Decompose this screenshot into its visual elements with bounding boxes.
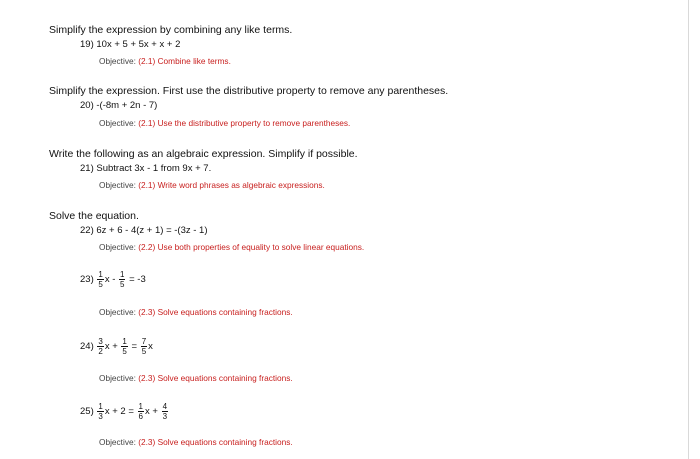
objective-text: (2.1) Write word phrases as algebraic expressions. <box>138 180 325 190</box>
problem-23 <box>80 270 146 289</box>
equation-text: x + <box>144 406 158 417</box>
objective-text: (2.3) Solve equations containing fractions. <box>138 437 293 447</box>
objective-19 <box>99 56 231 66</box>
problem-expression: 10x + 5 + 5x + x + 2 <box>96 39 181 50</box>
problem-expression: 6z + 6 - 4(z + 1) = -(3z - 1) <box>96 225 208 236</box>
objective-23 <box>99 307 293 317</box>
problem-number: 22) <box>80 225 94 236</box>
problem-expression: Subtract 3x - 1 from 9x + 7. <box>96 163 212 174</box>
objective-22 <box>99 242 364 252</box>
denominator: 3 <box>162 412 168 421</box>
numerator: 1 <box>98 270 103 279</box>
problem-number: 20) <box>80 100 94 111</box>
objective-label: Objective: <box>99 373 136 383</box>
problem-22 <box>80 225 208 236</box>
section-heading: Write the following as an algebraic expression. Simplify if possible. <box>49 148 358 160</box>
section-heading: Solve the equation. <box>49 210 139 222</box>
problem-19 <box>80 39 180 50</box>
problem-number: 24) <box>80 341 94 352</box>
equation-text: = -3 <box>129 274 146 285</box>
denominator: 2 <box>98 347 103 356</box>
problem-expression: -(-8m + 2n - 7) <box>96 100 158 111</box>
numerator: 1 <box>138 402 143 411</box>
equation-text: x <box>148 341 153 352</box>
objective-20 <box>99 118 350 128</box>
denominator: 5 <box>141 347 147 356</box>
objective-text: (2.1) Use the distributive property to remove parentheses. <box>138 118 351 128</box>
problem-number: 23) <box>80 274 94 285</box>
problem-25 <box>80 402 169 421</box>
problem-24 <box>80 337 153 356</box>
objective-label: Objective: <box>99 180 136 190</box>
numerator: 7 <box>141 337 147 346</box>
denominator: 3 <box>98 412 103 421</box>
numerator: 1 <box>120 270 125 279</box>
objective-label: Objective: <box>99 437 136 447</box>
objective-text: (2.3) Solve equations containing fractions. <box>138 373 293 383</box>
fraction <box>141 337 147 356</box>
numerator: 4 <box>162 402 168 411</box>
numerator: 1 <box>122 337 127 346</box>
fraction <box>138 402 144 421</box>
fraction <box>97 270 103 289</box>
objective-text: (2.1) Combine like terms. <box>138 56 231 66</box>
equation-text: x - <box>104 274 116 285</box>
section-heading: Simplify the expression. First use the distributive property to remove any parentheses. <box>49 85 449 97</box>
objective-label: Objective: <box>99 118 136 128</box>
fraction <box>119 270 125 289</box>
problem-21 <box>80 163 211 174</box>
objective-25 <box>99 437 293 447</box>
objective-24 <box>99 373 293 383</box>
problem-number: 19) <box>80 39 94 50</box>
objective-text: (2.2) Use both properties of equality to solve linear equations. <box>138 242 365 252</box>
fraction <box>121 337 127 356</box>
equation-text: = <box>131 341 138 352</box>
objective-text: (2.3) Solve equations containing fractions. <box>138 307 293 317</box>
objective-21 <box>99 180 325 190</box>
equation-text: x + <box>104 341 118 352</box>
problem-20 <box>80 100 157 111</box>
denominator: 5 <box>122 347 127 356</box>
equation-text: x + 2 = <box>104 406 134 417</box>
denominator: 5 <box>120 280 125 289</box>
problem-number: 21) <box>80 163 94 174</box>
objective-label: Objective: <box>99 307 136 317</box>
numerator: 3 <box>98 337 103 346</box>
fraction <box>97 402 103 421</box>
objective-label: Objective: <box>99 56 136 66</box>
objective-label: Objective: <box>99 242 136 252</box>
numerator: 1 <box>98 402 103 411</box>
denominator: 6 <box>138 412 143 421</box>
section-heading: Simplify the expression by combining any like terms. <box>49 24 293 36</box>
denominator: 5 <box>98 280 103 289</box>
fraction <box>162 402 168 421</box>
fraction <box>97 337 103 356</box>
problem-number: 25) <box>80 406 94 417</box>
